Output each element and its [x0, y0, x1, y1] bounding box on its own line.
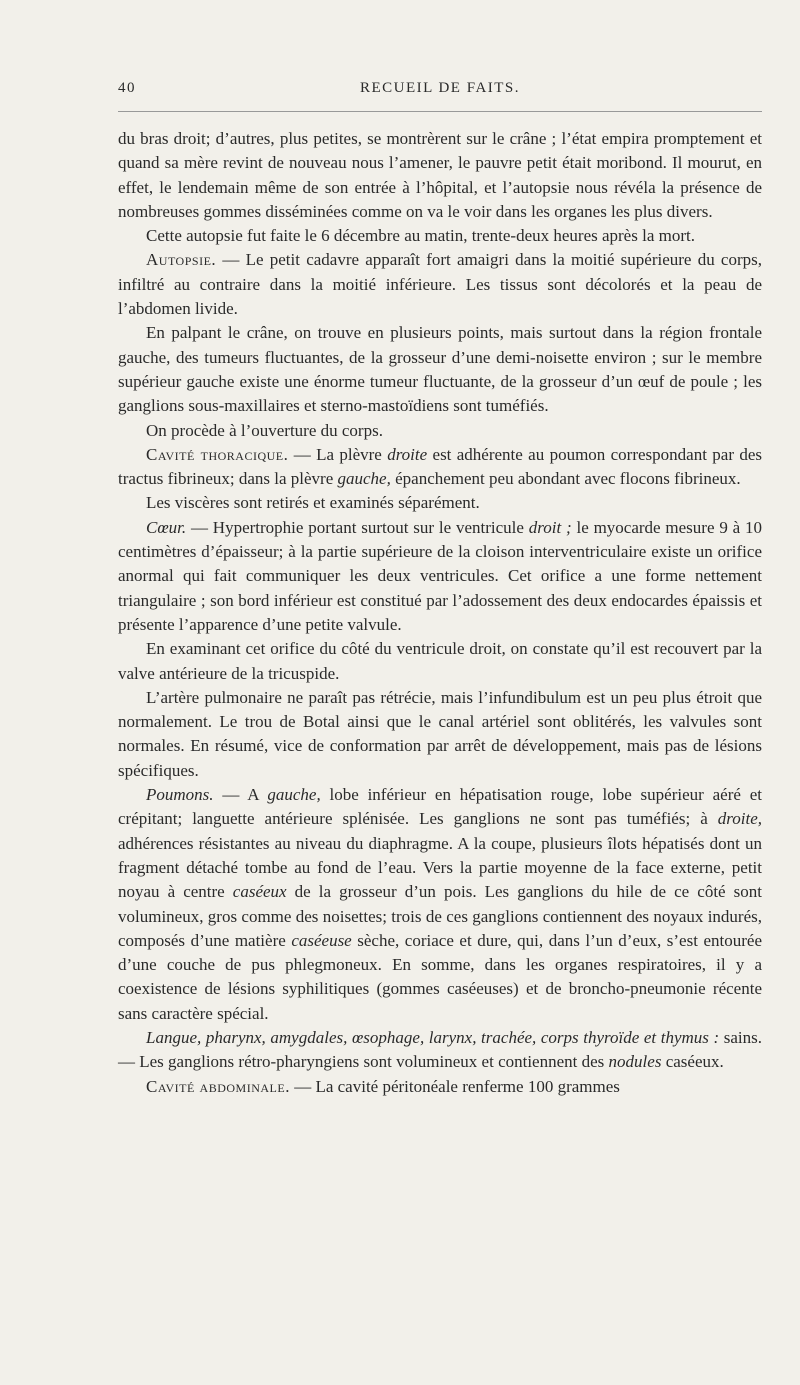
paragraph-continued: du bras droit; d’autres, plus petites, se montrèrent sur le crâne ; l’état empira promptement et quand sa mère revint de nouveau nous l’amener, le pauvre petit était moribond. Il mourut, en effet, le lendemain même de son entrée à l’hôpital, et l’autopsie nous révéla la présence de nombreuses gommes disséminées comme on va le voir dans les organes les plus divers.	[118, 129, 762, 221]
running-title: RECUEIL DE FAITS.	[359, 80, 521, 96]
running-head	[118, 80, 762, 104]
paragraph-cavite-thoracique: Cavité thoracique. — La plèvre droite est adhérente au poumon correspondant par des tractus fibrineux; dans la plèvre gauche, épanchement peu abondant avec flocons fibrineux.	[118, 444, 762, 489]
paragraph-cavite-abdominale: Cavité abdominale. — La cavité péritonéale renferme 100 grammes	[146, 1076, 620, 1096]
paragraph-artere-pulmonaire: L’artère pulmonaire ne paraît pas rétrécie, mais l’infundibulum est un peu plus étroit que normalement. Le trou de Botal ainsi que le canal artériel sont oblitérés, les valvules sont normales. En résumé, vice de conformation par arrêt de développement, mais pas de lésions spécifiques.	[118, 687, 762, 780]
section-heading-cavite-abdominale: Cavité abdominale.	[146, 1076, 290, 1096]
paragraph-poumons: Poumons. — A gauche, lobe inférieur en hépatisation rouge, lobe supérieur aéré et crépitant; languette antérieure splénisée. Les ganglions ne sont pas tuméfiés; à droite, adhérences résistantes au niveau du diaphragme. A la coupe, plusieurs îlots hépatisés dont un fragment détaché tombe au fond de l’eau. Vers la partie moyenne de la face externe, petit noyau à centre caséeux de la grosseur d’un pois. Les ganglions du hile de ce côté sont volumineux, gros comme des noisettes; trois de ces ganglions contiennent des noyaux indurés, composés d’une matière caséeuse sèche, coriace et dure, qui, dans l’un d’eux, s’est entourée d’une couche de pus phlegmoneux. En somme, dans les organes respiratoires, il y a coexistence de lésions syphilitiques (gommes caséeuses) et de broncho-pneumonie récente sans caractère spécial.	[118, 785, 762, 1023]
paragraph-crane: En palpant le crâne, on trouve en plusieurs points, mais surtout dans la région frontale gauche, des tumeurs fluctuantes, de la grosseur d’une demi-noisette environ ; sur le membre supérieur gauche existe une énorme tumeur fluctuante, de la grosseur d’un œuf de poule ; les ganglions sous-maxillaires et sterno-mastoïdiens sont tuméfiés.	[118, 323, 762, 416]
section-heading-coeur: Cœur.	[146, 517, 187, 537]
paragraph-ouverture: On procède à l’ouverture du corps.	[146, 420, 383, 440]
section-heading-cavite-thoracique: Cavité thoracique.	[146, 444, 289, 464]
paragraph-langue: Langue, pharynx, amygdales, œsophage, larynx, trachée, corps thyroïde et thymus : sains. — Les ganglions rétro-pharyngiens sont volumineux et contiennent des nodules caséeux.	[118, 1027, 762, 1072]
paragraph-visceres: Les viscères sont retirés et examinés séparément.	[146, 493, 480, 513]
page-number: 40	[118, 80, 136, 96]
section-heading-autopsie: Autopsie.	[146, 250, 217, 270]
section-heading-poumons: Poumons.	[146, 785, 214, 805]
paragraph-orifice: En examinant cet orifice du côté du ventricule droit, on constate qu’il est recouvert par la valve antérieure de la tricuspide.	[118, 639, 762, 683]
header-rule	[118, 111, 762, 112]
section-heading-langue: Langue, pharynx, amygdales, œsophage, larynx, trachée, corps thyroïde et thymus :	[146, 1027, 720, 1047]
paragraph-autopsy-time: Cette autopsie fut faite le 6 décembre au matin, trente-deux heures après la mort.	[146, 226, 695, 246]
paragraph-autopsie: Autopsie. — Le petit cadavre apparaît fort amaigri dans la moitié supérieure du corps, infiltré au contraire dans la moitié inférieure. Les tissus sont décolorés et la peau de l’abdomen livide.	[118, 250, 762, 319]
paragraph-coeur: Cœur. — Hypertrophie portant surtout sur le ventricule droit ; le myocarde mesure 9 à 10 centimètres d’épaisseur; à la partie supérieure de la cloison interventriculaire existe un orifice anormal qui fait communiquer les deux ventricules. Cet orifice a une forme nettement triangulaire ; son bord inférieur est constitué par l’adossement des deux endocardes épaissis et présente l’apparence d’une petite valvule.	[118, 517, 763, 634]
body-text	[118, 127, 762, 1099]
